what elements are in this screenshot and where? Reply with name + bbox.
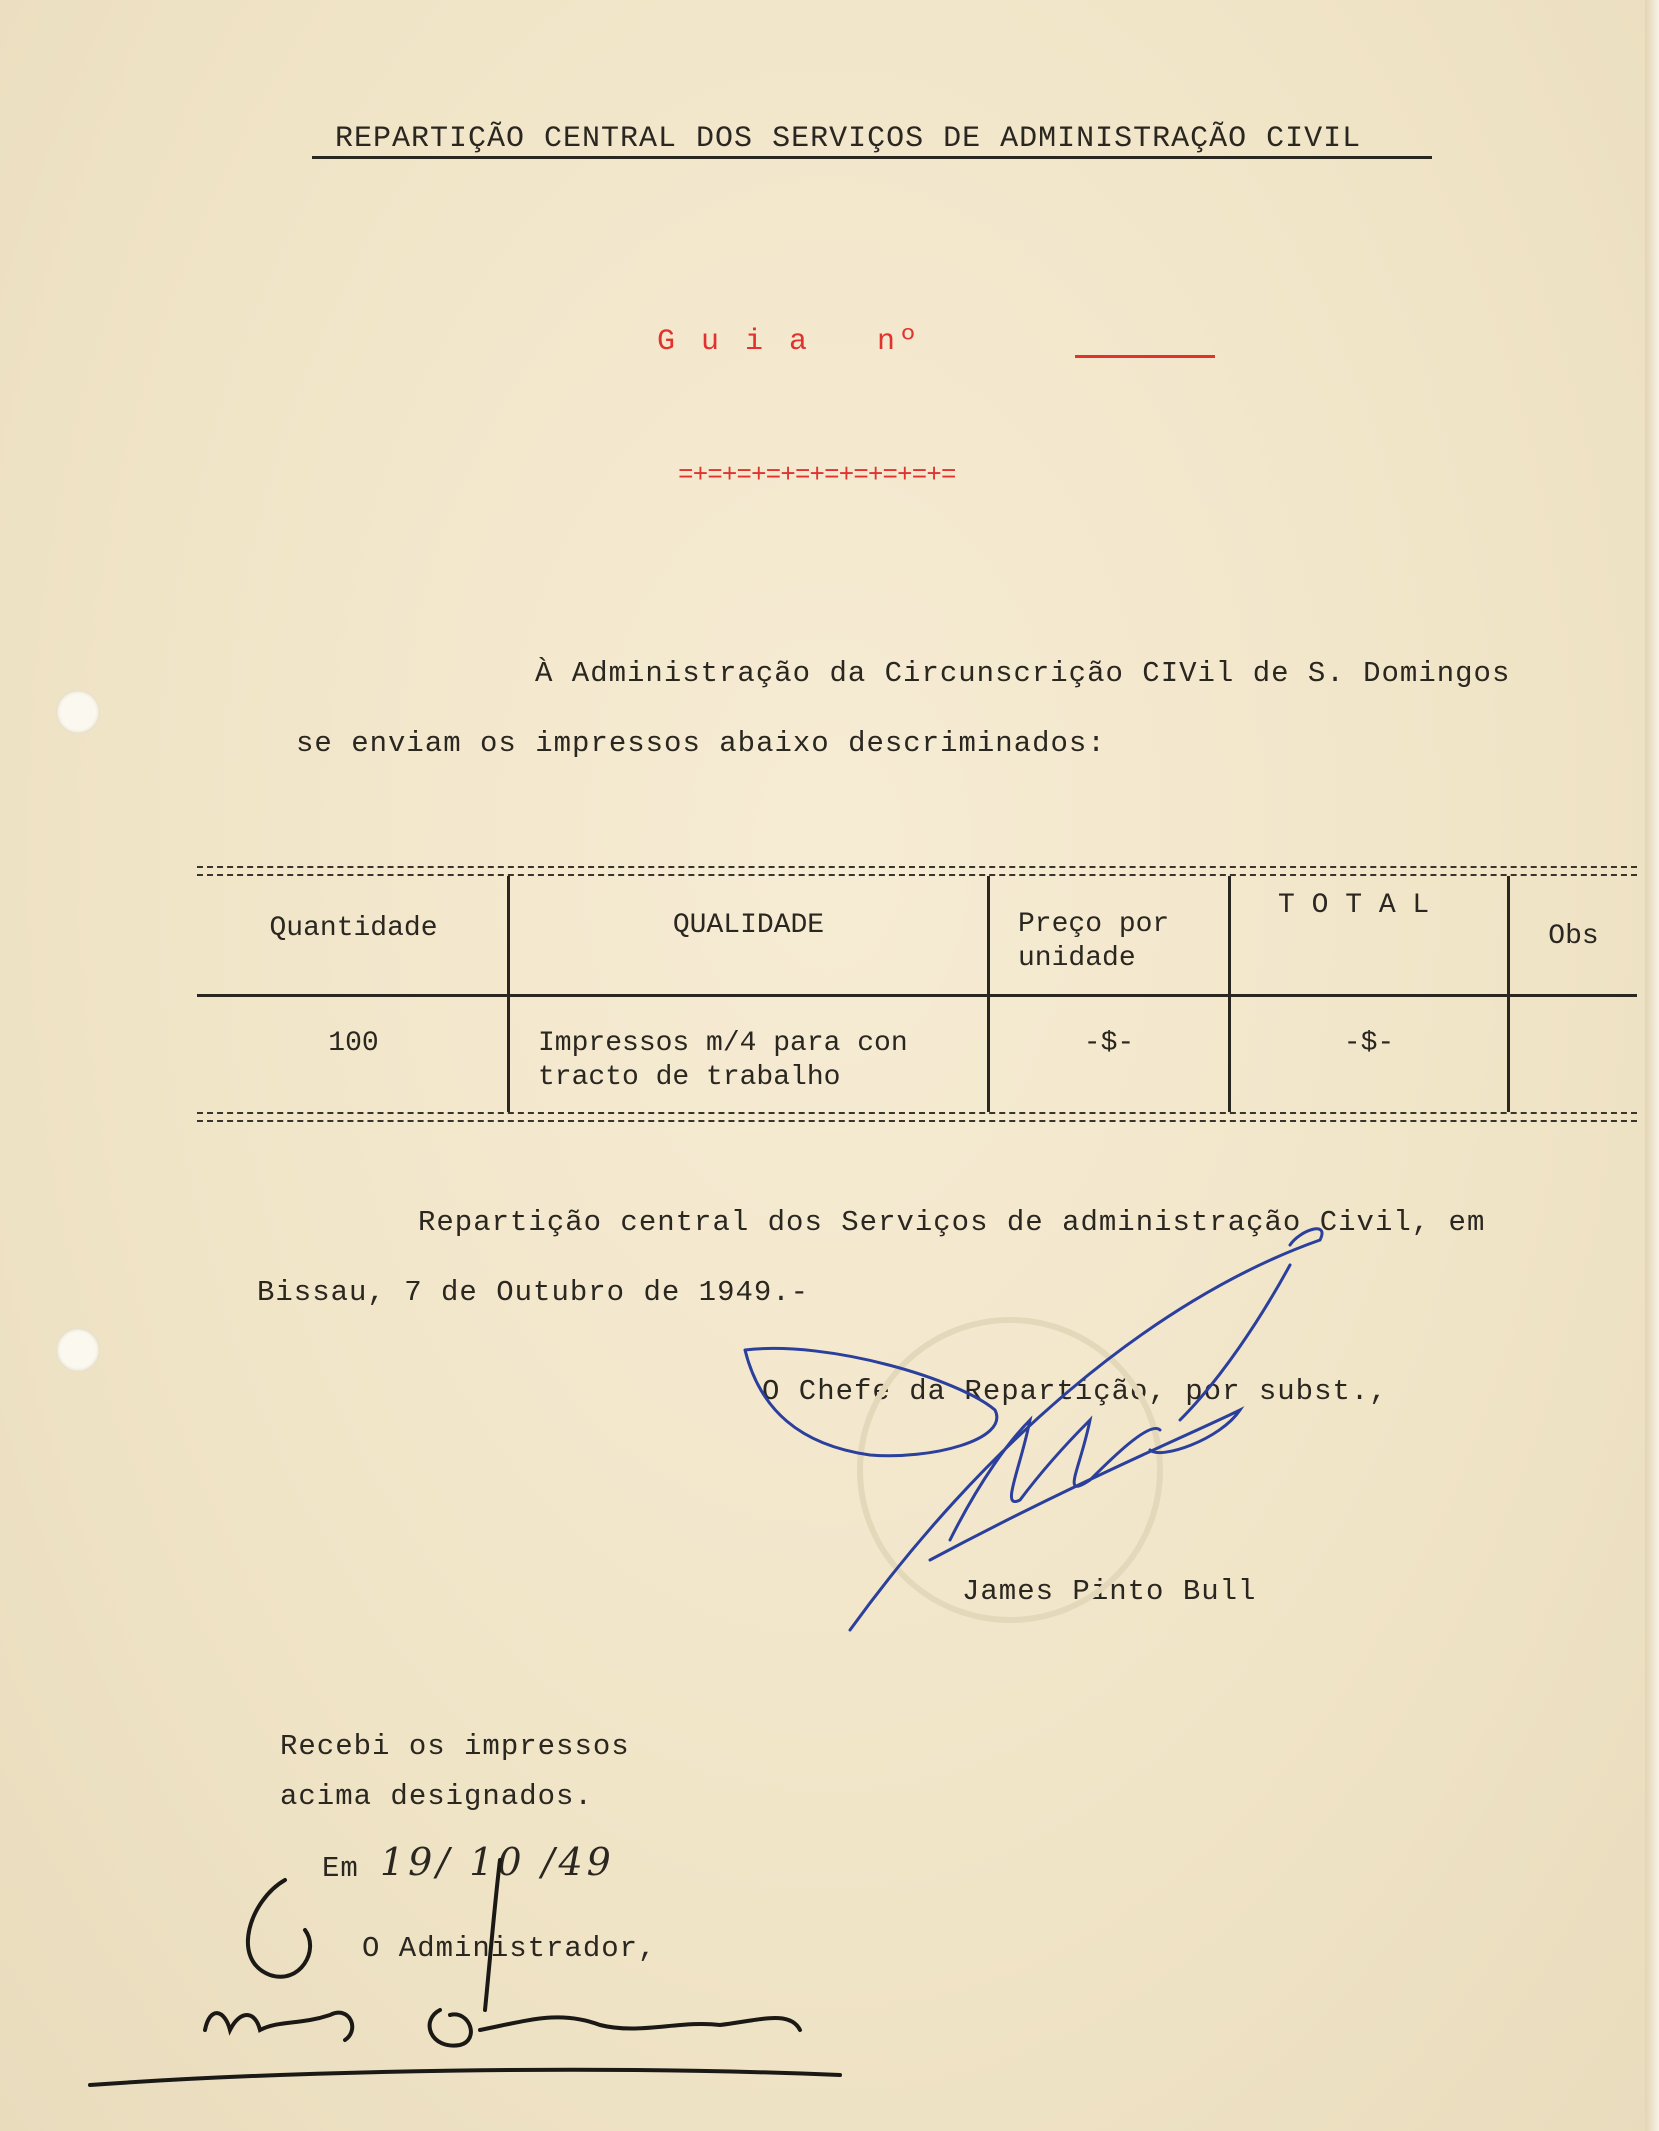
column-header-preco: Preço por unidade xyxy=(1018,909,1170,974)
column-header-qualidade: QUALIDADE xyxy=(672,910,825,941)
row-total: -$- xyxy=(1343,1028,1395,1059)
guia-separator: =+=+=+=+=+=+=+=+=+= xyxy=(678,460,956,490)
intro-line-1: À Administração da Circunscrição CIVil de S. Domingos xyxy=(535,657,1511,690)
row-quantidade: 100 xyxy=(328,1028,379,1059)
intro-line-2: se enviam os impressos abaixo descriminados: xyxy=(296,727,1106,760)
guia-label: G u i a nº xyxy=(657,325,922,359)
column-header-total: T O T A L xyxy=(1278,890,1430,921)
receipt-em-label: Em xyxy=(322,1852,359,1885)
row-qualidade: Impressos m/4 para con tracto de trabalho xyxy=(538,1028,908,1093)
receipt-line-1: Recebi os impressos xyxy=(280,1730,630,1763)
column-header-quantidade: Quantidade xyxy=(269,913,438,944)
signatory-role: O Chefe da Repartição, por subst., xyxy=(762,1375,1388,1408)
receipt-line-2: acima designados. xyxy=(280,1780,593,1813)
row-preco: -$- xyxy=(1083,1028,1135,1059)
column-header-obs: Obs xyxy=(1548,921,1599,952)
signatory-name: James Pinto Bull xyxy=(962,1575,1257,1608)
closing-line-1: Repartição central dos Serviços de administração Civil, em xyxy=(418,1206,1486,1239)
document-title: REPARTIÇÃO CENTRAL DOS SERVIÇOS DE ADMINISTRAÇÃO CIVIL xyxy=(335,122,1362,156)
receipt-role: O Administrador, xyxy=(362,1932,657,1965)
receipt-date: 19/ 10 /49 xyxy=(380,1840,615,1884)
closing-line-2: Bissau, 7 de Outubro de 1949.- xyxy=(257,1276,810,1309)
